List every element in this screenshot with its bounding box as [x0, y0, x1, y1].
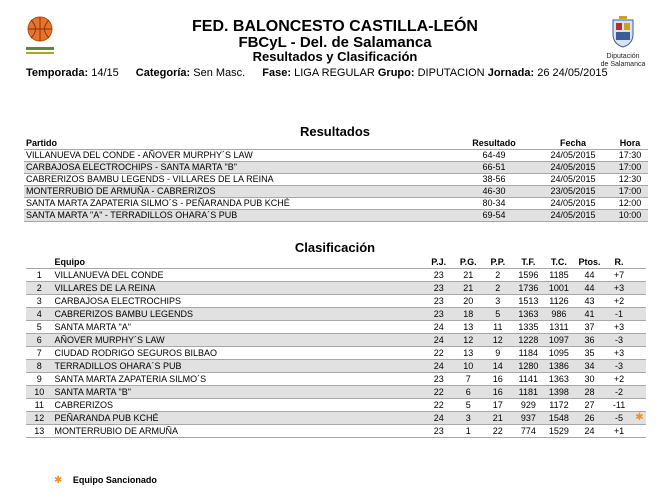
- round-label: Jornada:: [487, 67, 535, 79]
- result-match: CABRERIZOS BAMBU LEGENDS - VILLARES DE LA REINA: [24, 174, 454, 186]
- standings-tf: 1513: [513, 295, 544, 308]
- standings-pos: 9: [26, 373, 52, 386]
- result-date: 24/05/2015: [534, 198, 612, 210]
- standings-pg: 10: [454, 360, 483, 373]
- standings-pg: 13: [454, 321, 483, 334]
- col-date: Fecha: [559, 138, 586, 148]
- standings-r: +2: [605, 295, 634, 308]
- sanction-marker-icon: ✱: [54, 475, 63, 486]
- standings-pj: 23: [423, 373, 454, 386]
- standings-r: +7: [605, 269, 634, 282]
- standings-pp: 2: [483, 282, 514, 295]
- standings-title: Clasificación: [294, 240, 376, 255]
- standings-team: SANTA MARTA ZAPATERIA SILMO´S: [52, 373, 423, 386]
- standings-pos: 5: [26, 321, 52, 334]
- result-row: [24, 174, 648, 186]
- standings-pos: 11: [26, 399, 52, 412]
- standings-tc: 1311: [544, 321, 575, 334]
- standings-row: [26, 373, 646, 386]
- standings-tc: 1095: [544, 347, 575, 360]
- delegation-title: FBCyL - Del. de Salamanca: [238, 34, 432, 51]
- standings-pp: 3: [483, 295, 514, 308]
- standings-tf: 929: [513, 399, 544, 412]
- result-date: 24/05/2015: [534, 162, 612, 174]
- standings-pg: 13: [454, 347, 483, 360]
- standings-r: -2: [605, 386, 634, 399]
- standings-team: AÑOVER MURPHY´S LAW: [52, 334, 423, 347]
- result-date: 24/05/2015: [534, 150, 612, 162]
- standings-pos: 4: [26, 308, 52, 321]
- sanction-marker-icon: [633, 295, 646, 308]
- result-time: 12:00: [612, 198, 648, 210]
- standings-table: [26, 257, 646, 438]
- standings-row: [26, 308, 646, 321]
- col-time: Hora: [619, 138, 641, 148]
- sanction-marker-icon: [633, 399, 646, 412]
- standings-tf: 1335: [513, 321, 544, 334]
- standings-pos: 3: [26, 295, 52, 308]
- standings-pts: 36: [574, 334, 605, 347]
- standings-row: [26, 321, 646, 334]
- result-time: 17:30: [612, 150, 648, 162]
- sanction-marker-icon: ✱: [633, 412, 646, 425]
- standings-pts: 34: [574, 360, 605, 373]
- standings-pp: 11: [483, 321, 514, 334]
- result-row: [24, 210, 648, 222]
- standings-pos: 10: [26, 386, 52, 399]
- results-table: [24, 138, 648, 222]
- phase-label: Fase:: [262, 67, 292, 79]
- standings-r: +1: [605, 425, 634, 438]
- result-result: 66-51: [454, 162, 534, 174]
- result-result: 38-56: [454, 174, 534, 186]
- standings-pos: 6: [26, 334, 52, 347]
- standings-pj: 23: [423, 308, 454, 321]
- col-tc: T.C.: [550, 257, 567, 267]
- standings-pg: 18: [454, 308, 483, 321]
- sanction-marker-icon: [633, 308, 646, 321]
- standings-pg: 12: [454, 334, 483, 347]
- result-date: 24/05/2015: [534, 210, 612, 222]
- group-label: Grupo:: [377, 67, 415, 79]
- season-value: 14/15: [91, 67, 119, 79]
- standings-pj: 23: [423, 425, 454, 438]
- standings-pg: 3: [454, 412, 483, 425]
- sanction-marker-icon: [633, 360, 646, 373]
- standings-row: [26, 295, 646, 308]
- standings-tf: 774: [513, 425, 544, 438]
- legend: [54, 475, 157, 486]
- standings-r: -1: [605, 308, 634, 321]
- standings-pp: 16: [483, 386, 514, 399]
- standings-row: [26, 412, 646, 425]
- standings-pts: 28: [574, 386, 605, 399]
- standings-pts: 43: [574, 295, 605, 308]
- standings-pos: 12: [26, 412, 52, 425]
- standings-pg: 6: [454, 386, 483, 399]
- standings-row: [26, 360, 646, 373]
- standings-team: TERRADILLOS OHARA´S PUB: [52, 360, 423, 373]
- standings-r: -11: [605, 399, 634, 412]
- standings-pos: 13: [26, 425, 52, 438]
- col-result: Resultado: [472, 138, 516, 148]
- col-pp: P.P.: [490, 257, 506, 267]
- standings-pp: 5: [483, 308, 514, 321]
- standings-tc: 1172: [544, 399, 575, 412]
- standings-team: CABRERIZOS: [52, 399, 423, 412]
- standings-pg: 21: [454, 282, 483, 295]
- results-title: Resultados: [299, 124, 371, 139]
- standings-r: -3: [605, 360, 634, 373]
- standings-pp: 21: [483, 412, 514, 425]
- standings-pts: 44: [574, 269, 605, 282]
- sanction-marker-icon: [633, 334, 646, 347]
- standings-tf: 1596: [513, 269, 544, 282]
- sanction-marker-icon: [633, 321, 646, 334]
- standings-row: [26, 269, 646, 282]
- col-team: Equipo: [54, 257, 85, 267]
- standings-pj: 24: [423, 412, 454, 425]
- col-pg: P.G.: [459, 257, 477, 267]
- category-value: Sen Masc.: [193, 67, 246, 79]
- meta-line: [26, 67, 608, 79]
- standings-pp: 16: [483, 373, 514, 386]
- standings-row: [26, 386, 646, 399]
- standings-pos: 8: [26, 360, 52, 373]
- standings-tf: 1181: [513, 386, 544, 399]
- phase-value: LIGA REGULAR: [294, 67, 375, 79]
- col-match: Partido: [26, 138, 58, 148]
- col-pts: Ptos.: [578, 257, 601, 267]
- standings-tc: 1386: [544, 360, 575, 373]
- standings-pp: 17: [483, 399, 514, 412]
- result-time: 12:30: [612, 174, 648, 186]
- col-pj: P.J.: [431, 257, 447, 267]
- standings-tf: 1184: [513, 347, 544, 360]
- standings-pp: 9: [483, 347, 514, 360]
- standings-tc: 1363: [544, 373, 575, 386]
- standings-tf: 937: [513, 412, 544, 425]
- standings-team: CIUDAD RODRIGO SEGUROS BILBAO: [52, 347, 423, 360]
- standings-pj: 24: [423, 321, 454, 334]
- standings-header-row: [26, 257, 646, 269]
- standings-pj: 22: [423, 347, 454, 360]
- standings-tf: 1363: [513, 308, 544, 321]
- standings-r: +2: [605, 373, 634, 386]
- legend-text: Equipo Sancionado: [72, 475, 157, 485]
- standings-pg: 1: [454, 425, 483, 438]
- standings-pg: 7: [454, 373, 483, 386]
- standings-tc: 1001: [544, 282, 575, 295]
- standings-pts: 27: [574, 399, 605, 412]
- diputacion-name: Diputación: [606, 53, 640, 60]
- federation-title: FED. BALONCESTO CASTILLA-LEÓN: [192, 18, 478, 35]
- standings-pp: 22: [483, 425, 514, 438]
- group-value: DIPUTACION: [417, 67, 485, 79]
- standings-pts: 26: [574, 412, 605, 425]
- standings-pp: 2: [483, 269, 514, 282]
- standings-r: -3: [605, 334, 634, 347]
- standings-tc: 1185: [544, 269, 575, 282]
- standings-pts: 30: [574, 373, 605, 386]
- standings-row: [26, 347, 646, 360]
- result-row: [24, 186, 648, 198]
- result-date: 23/05/2015: [534, 186, 612, 198]
- standings-tc: 986: [544, 308, 575, 321]
- document-subtitle: Resultados y Clasificación: [252, 49, 418, 64]
- standings-row: [26, 399, 646, 412]
- standings-team: VILLARES DE LA REINA: [52, 282, 423, 295]
- category-label: Categoría:: [135, 67, 191, 79]
- standings-tf: 1228: [513, 334, 544, 347]
- sanction-marker-icon: [633, 373, 646, 386]
- standings-r: +3: [605, 282, 634, 295]
- standings-tc: 1529: [544, 425, 575, 438]
- standings-pj: 23: [423, 269, 454, 282]
- result-match: SANTA MARTA "A" - TERRADILLOS OHARA´S PUB: [24, 210, 454, 222]
- standings-r: -5: [605, 412, 634, 425]
- standings-pg: 5: [454, 399, 483, 412]
- standings-team: CARBAJOSA ELECTROCHIPS: [52, 295, 423, 308]
- standings-pj: 22: [423, 399, 454, 412]
- result-result: 80-34: [454, 198, 534, 210]
- sanction-marker-icon: [633, 269, 646, 282]
- result-match: VILLANUEVA DEL CONDE - AÑOVER MURPHY´S LAW: [24, 150, 454, 162]
- standings-tf: 1141: [513, 373, 544, 386]
- standings-pos: 7: [26, 347, 52, 360]
- standings-tc: 1398: [544, 386, 575, 399]
- result-row: [24, 198, 648, 210]
- result-time: 17:00: [612, 162, 648, 174]
- standings-pts: 24: [574, 425, 605, 438]
- standings-pos: 2: [26, 282, 52, 295]
- standings-tf: 1736: [513, 282, 544, 295]
- result-result: 69-54: [454, 210, 534, 222]
- round-value: 26 24/05/2015: [537, 67, 608, 79]
- results-header-row: [24, 138, 648, 150]
- diputacion-place: de Salamanca: [600, 61, 646, 68]
- standings-pj: 24: [423, 360, 454, 373]
- standings-r: +3: [605, 347, 634, 360]
- standings-tf: 1280: [513, 360, 544, 373]
- standings-tc: 1548: [544, 412, 575, 425]
- standings-pj: 22: [423, 386, 454, 399]
- standings-pg: 20: [454, 295, 483, 308]
- standings-team: MONTERRUBIO DE ARMUÑA: [52, 425, 423, 438]
- standings-pg: 21: [454, 269, 483, 282]
- standings-team: CABRERIZOS BAMBU LEGENDS: [52, 308, 423, 321]
- standings-team: PEÑARANDA PUB KCHÉ: [52, 412, 423, 425]
- standings-pp: 12: [483, 334, 514, 347]
- standings-row: [26, 334, 646, 347]
- standings-tc: 1097: [544, 334, 575, 347]
- result-match: CARBAJOSA ELECTROCHIPS - SANTA MARTA "B": [24, 162, 454, 174]
- result-row: [24, 162, 648, 174]
- result-date: 24/05/2015: [534, 174, 612, 186]
- standings-pts: 37: [574, 321, 605, 334]
- standings-row: [26, 282, 646, 295]
- standings-pp: 14: [483, 360, 514, 373]
- result-match: MONTERRUBIO DE ARMUÑA - CABRERIZOS: [24, 186, 454, 198]
- standings-pts: 44: [574, 282, 605, 295]
- standings-pos: 1: [26, 269, 52, 282]
- result-row: [24, 150, 648, 162]
- standings-team: VILLANUEVA DEL CONDE: [52, 269, 423, 282]
- standings-team: SANTA MARTA "A": [52, 321, 423, 334]
- result-result: 64-49: [454, 150, 534, 162]
- sanction-marker-icon: [633, 386, 646, 399]
- standings-tc: 1126: [544, 295, 575, 308]
- result-match: SANTA MARTA ZAPATERIA SILMO´S - PEÑARANDA PUB KCHÉ: [24, 198, 454, 210]
- sanction-marker-icon: [633, 347, 646, 360]
- standings-row: [26, 425, 646, 438]
- result-result: 46-30: [454, 186, 534, 198]
- col-r: R.: [614, 257, 624, 267]
- standings-pj: 23: [423, 282, 454, 295]
- standings-pj: 24: [423, 334, 454, 347]
- sanction-marker-icon: [633, 282, 646, 295]
- result-time: 10:00: [612, 210, 648, 222]
- season-label: Temporada:: [26, 67, 89, 79]
- sanction-marker-icon: [633, 425, 646, 438]
- standings-pj: 23: [423, 295, 454, 308]
- standings-pts: 41: [574, 308, 605, 321]
- result-time: 17:00: [612, 186, 648, 198]
- standings-team: SANTA MARTA "B": [52, 386, 423, 399]
- standings-r: +3: [605, 321, 634, 334]
- standings-pts: 35: [574, 347, 605, 360]
- col-tf: T.F.: [521, 257, 536, 267]
